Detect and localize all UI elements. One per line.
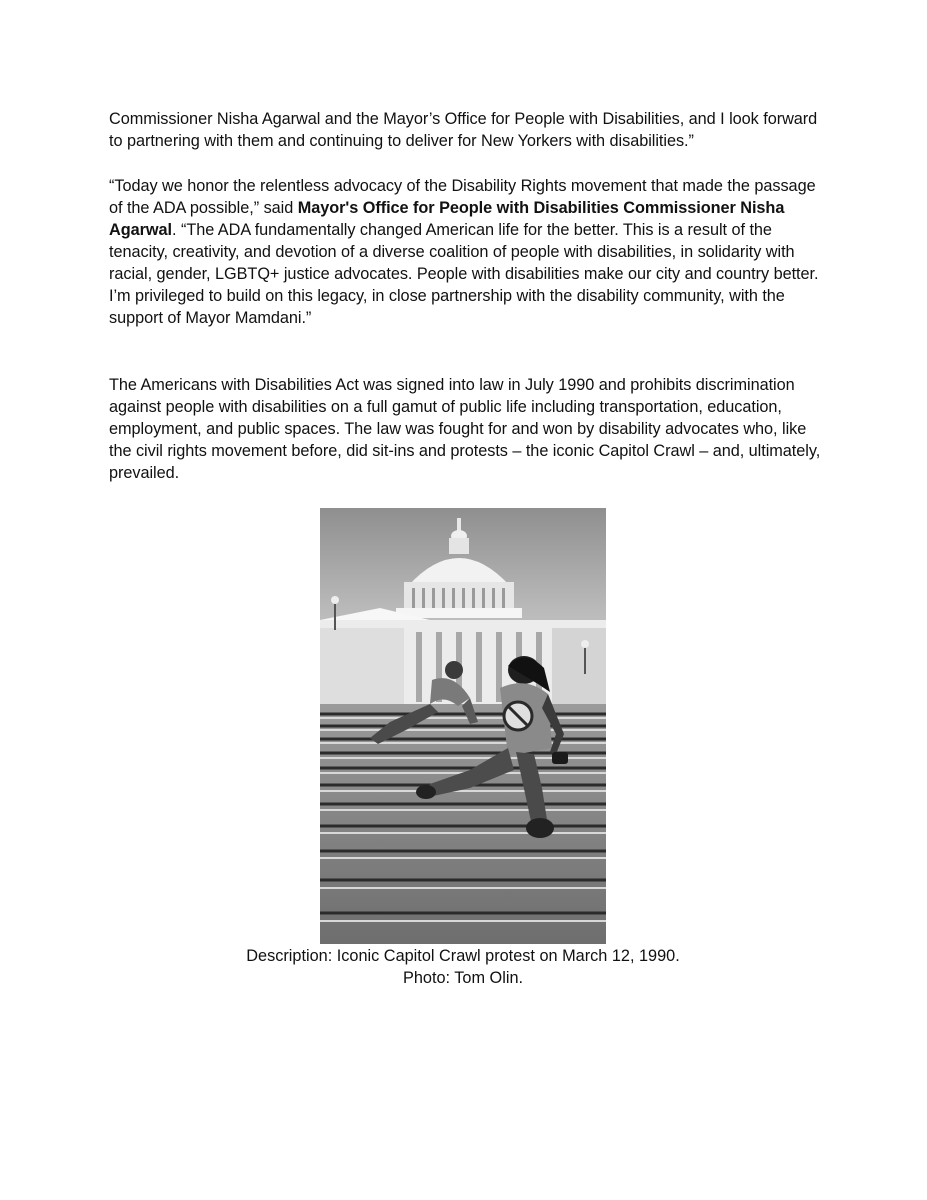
quote-body-text: . “The ADA fundamentally changed American life for the better. This is a result of the tenacity, creativity, and devotion of a diverse coalition of people with disabilities, in solidarity with racial, gender, LGBTQ+ justice advocates. People with disabilities make our city and country better. I’m privileged to build on this legacy, in close partnership with the disability community, with the support of Mayor Mamdani.” (109, 221, 819, 327)
paragraph-ada-history: The Americans with Disabilities Act was signed into law in July 1990 and prohibits discrimination against people with disabilities on a full gamut of public life including transportation, education, employment, and public spaces. The law was fought for and won by disability advocates who, like the civil rights movement before, did sit-ins and protests – the iconic Capitol Crawl – and, ultimately, prevailed. (109, 376, 821, 482)
speaker-name-bold: Mayor's Office for People with Disabilities Commissioner Nisha Agarwal (109, 199, 785, 239)
quote-intro-text: “Today we honor the relentless advocacy of the Disability Rights movement that made the passage of the ADA possible,” said (109, 177, 816, 217)
photo-caption-description: Description: Iconic Capitol Crawl protest on March 12, 1990. (246, 947, 680, 965)
photo-illustration (320, 508, 606, 944)
capitol-crawl-photo (320, 508, 606, 944)
paragraph-agarwal-quote (109, 175, 825, 329)
capitol-steps (320, 704, 606, 944)
paragraph-commissioner-thanks: Commissioner Nisha Agarwal and the Mayor’s Office for People with Disabilities, and I look forward to partnering with them and continuing to deliver for New Yorkers with disabilities.” (109, 110, 818, 150)
photo-caption-credit: Photo: Tom Olin. (402, 969, 524, 987)
